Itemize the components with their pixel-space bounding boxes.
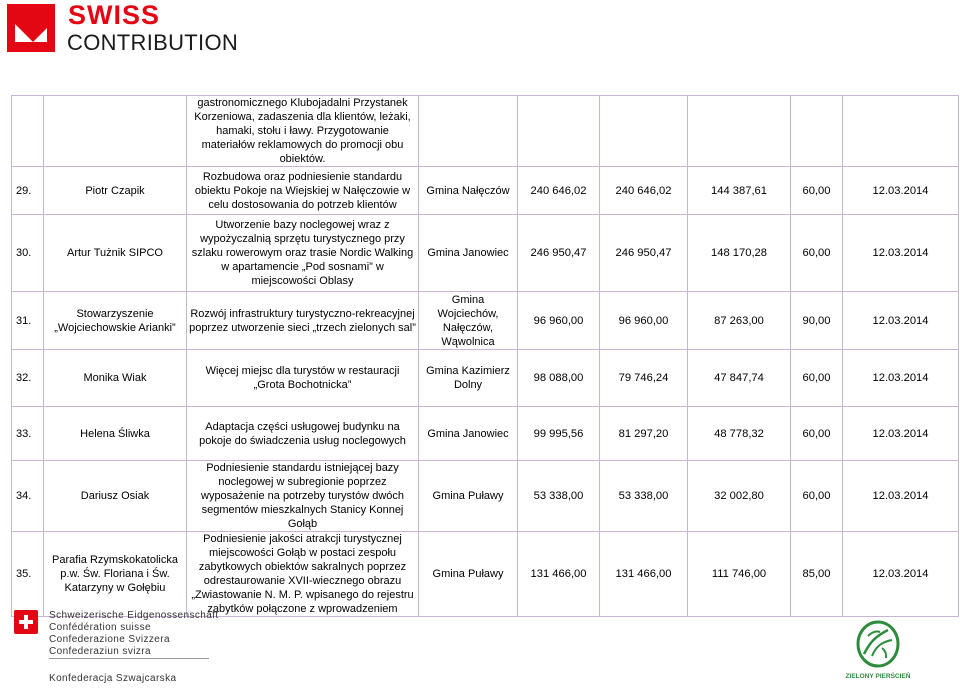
grant-value-cell: 148 170,28	[688, 215, 791, 292]
total-value-cell: 98 088,00	[518, 350, 600, 407]
total-value-cell: 246 950,47	[518, 215, 600, 292]
total-value-cell: 53 338,00	[518, 461, 600, 532]
logo-line2: CONTRIBUTION	[67, 30, 239, 55]
percent-cell: 90,00	[791, 292, 843, 350]
eligible-value-cell: 79 746,24	[600, 350, 688, 407]
swiss-cross-logo-icon	[7, 4, 55, 52]
total-value-cell: 99 995,56	[518, 407, 600, 461]
date-cell: 12.03.2014	[843, 350, 959, 407]
eligible-value-cell: 96 960,00	[600, 292, 688, 350]
total-value-cell	[518, 96, 600, 167]
date-cell: 12.03.2014	[843, 407, 959, 461]
total-value-cell: 96 960,00	[518, 292, 600, 350]
description-cell: Rozwój infrastruktury turystyczno-rekreacyjnej poprzez utworzenie sieci „trzech zielonych sal”	[187, 292, 419, 350]
date-cell: 12.03.2014	[843, 167, 959, 215]
footer-line-de: Schweizerische Eidgenossenschaft	[49, 610, 219, 621]
row-number: 29.	[12, 167, 44, 215]
gmina-cell: Gmina Kazimierz Dolny	[419, 350, 518, 407]
description-cell: Adaptacja części usługowej budynku na pokoje do świadczenia usług noclegowych	[187, 407, 419, 461]
table-row	[12, 167, 959, 215]
percent-cell: 60,00	[791, 461, 843, 532]
date-cell: 12.03.2014	[843, 532, 959, 617]
gmina-cell: Gmina Puławy	[419, 461, 518, 532]
beneficiary-cell: Parafia Rzymskokatolicka p.w. Św. Floriana i Św. Katarzyny w Gołębiu	[44, 532, 187, 617]
table-row	[12, 461, 959, 532]
description-cell: Rozbudowa oraz podniesienie standardu obiektu Pokoje na Wiejskiej w Nałęczowie w celu dostosowania do potrzeb klientów	[187, 167, 419, 215]
description-cell: Więcej miejsc dla turystów w restauracji „Grota Bochotnicka”	[187, 350, 419, 407]
beneficiary-cell: Helena Śliwka	[44, 407, 187, 461]
row-number: 35.	[12, 532, 44, 617]
beneficiary-cell: Stowarzyszenie „Wojciechowskie Arianki”	[44, 292, 187, 350]
grant-value-cell: 87 263,00	[688, 292, 791, 350]
gmina-cell: Gmina Puławy	[419, 532, 518, 617]
table-row	[12, 407, 959, 461]
percent-cell: 60,00	[791, 167, 843, 215]
swiss-flag-icon	[14, 610, 38, 634]
projects-table	[11, 95, 959, 617]
beneficiary-cell: Monika Wiak	[44, 350, 187, 407]
logo-line1: SWISS	[68, 0, 161, 30]
gmina-cell: Gmina Nałęczów	[419, 167, 518, 215]
gmina-cell: Gmina Wojciechów, Nałęczów, Wąwolnica	[419, 292, 518, 350]
beneficiary-cell	[44, 96, 187, 167]
footer-line-fr: Confédération suisse	[49, 622, 151, 633]
grant-value-cell: 47 847,74	[688, 350, 791, 407]
footer-line-rm: Confederaziun svizra	[49, 646, 151, 657]
eligible-value-cell: 240 646,02	[600, 167, 688, 215]
description-cell: Utworzenie bazy noclegowej wraz z wypożyczalnią sprzętu turystycznego przy szlaku rowerowym oraz trasie Nordic Walking w apartamencie „Pod sosnami” w miejscowości Oblasy	[187, 215, 419, 292]
row-number: 34.	[12, 461, 44, 532]
percent-cell: 60,00	[791, 350, 843, 407]
grant-value-cell: 32 002,80	[688, 461, 791, 532]
beneficiary-cell: Piotr Czapik	[44, 167, 187, 215]
table-row	[12, 96, 959, 167]
grant-value-cell: 144 387,61	[688, 167, 791, 215]
date-cell: 12.03.2014	[843, 292, 959, 350]
percent-cell: 85,00	[791, 532, 843, 617]
beneficiary-cell: Dariusz Osiak	[44, 461, 187, 532]
date-cell	[843, 96, 959, 167]
description-cell: Podniesienie standardu istniejącej bazy noclegowej w subregionie poprzez wyposażenie na potrzeby turystów dwóch segmentów mieszkalnych Stanicy Konnej Gołąb	[187, 461, 419, 532]
total-value-cell: 131 466,00	[518, 532, 600, 617]
date-cell: 12.03.2014	[843, 461, 959, 532]
row-number: 32.	[12, 350, 44, 407]
zielony-pierscien-logo-icon	[842, 614, 914, 686]
footer-line-it: Confederazione Svizzera	[49, 634, 170, 645]
description-cell: gastronomicznego Klubojadalni Przystanek Korzeniowa, zadaszenia dla klientów, leżaki, hamaki, stołu i ławy. Przygotowanie materiałów reklamowych do promocji obu obiektów.	[187, 96, 419, 167]
footer-polish-name: Konfederacja Szwajcarska	[49, 673, 177, 684]
table-row	[12, 215, 959, 292]
grant-value-cell	[688, 96, 791, 167]
beneficiary-cell: Artur Tużnik SIPCO	[44, 215, 187, 292]
percent-cell: 60,00	[791, 215, 843, 292]
row-number: 33.	[12, 407, 44, 461]
row-number: 30.	[12, 215, 44, 292]
description-cell: Podniesienie jakości atrakcji turystycznej miejscowości Gołąb w postaci zespołu zabytkowych obiektów sakralnych poprzez odrestaurowanie XVII-wiecznego obrazu „Zwiastowanie N. M. P. wpisanego do rejestru zabytków połączone z wprowadzeniem	[187, 532, 419, 617]
table-row	[12, 350, 959, 407]
row-number	[12, 96, 44, 167]
eligible-value-cell: 81 297,20	[600, 407, 688, 461]
gmina-cell	[419, 96, 518, 167]
gmina-cell: Gmina Janowiec	[419, 407, 518, 461]
footer-divider	[49, 658, 209, 659]
table-row	[12, 532, 959, 617]
table-row	[12, 292, 959, 350]
grant-value-cell: 48 778,32	[688, 407, 791, 461]
eligible-value-cell: 131 466,00	[600, 532, 688, 617]
row-number: 31.	[12, 292, 44, 350]
gmina-cell: Gmina Janowiec	[419, 215, 518, 292]
eligible-value-cell: 246 950,47	[600, 215, 688, 292]
percent-cell	[791, 96, 843, 167]
percent-cell: 60,00	[791, 407, 843, 461]
grant-value-cell: 111 746,00	[688, 532, 791, 617]
eligible-value-cell: 53 338,00	[600, 461, 688, 532]
date-cell: 12.03.2014	[843, 215, 959, 292]
total-value-cell: 240 646,02	[518, 167, 600, 215]
eligible-value-cell	[600, 96, 688, 167]
seal-text: ZIELONY PIERŚCIEŃ	[845, 673, 911, 680]
